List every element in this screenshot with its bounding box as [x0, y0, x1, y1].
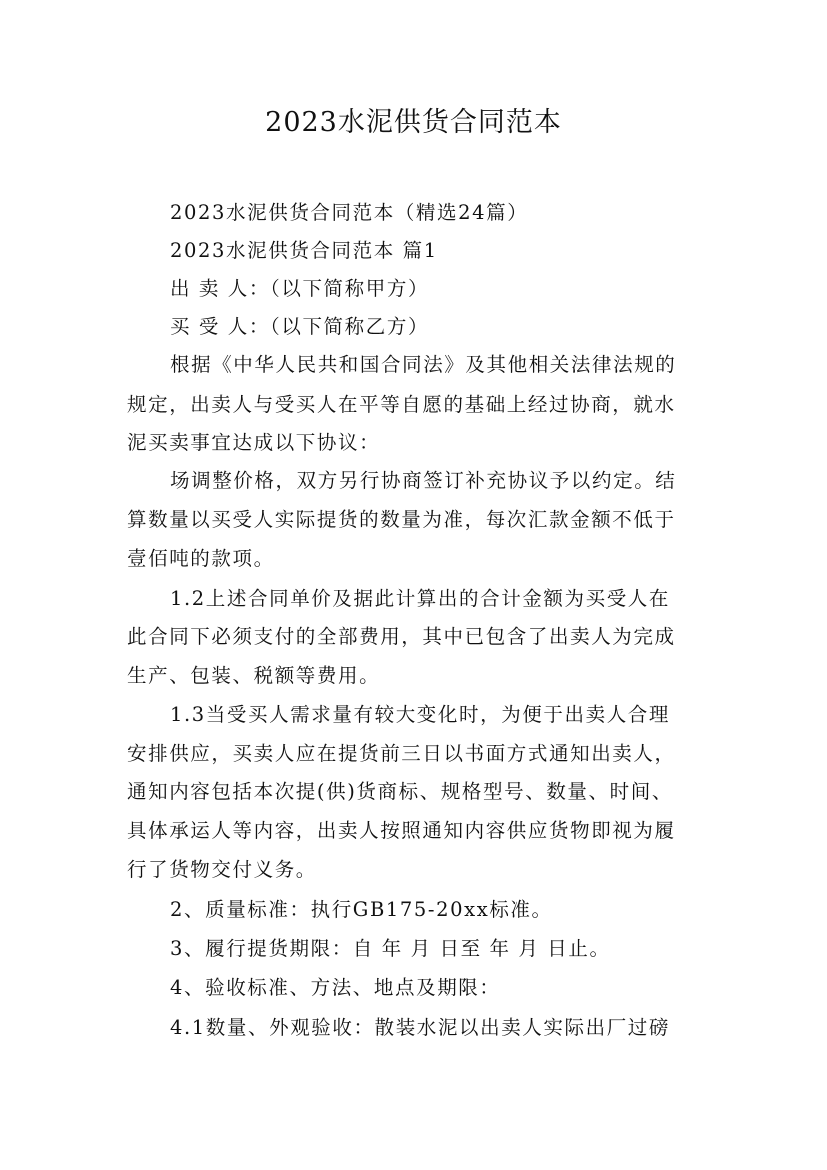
paragraph-line-seller: 出 卖 人：（以下简称甲方） — [170, 277, 430, 300]
paragraph-line: 壹佰吨的款项。 — [127, 547, 275, 570]
paragraph-line-collection-title: 2023水泥供货合同范本（精选24篇） — [170, 201, 529, 224]
paragraph-line: 具体承运人等内容，出卖人按照通知内容供应货物即视为履 — [127, 819, 676, 842]
paragraph-line: 场调整价格，双方另行协商签订补充协议予以约定。结 — [170, 469, 677, 492]
paragraph-line-quality-standard: 2、质量标准：执行GB175-20xx标准。 — [170, 898, 553, 921]
paragraph-line: 生产、包装、税额等费用。 — [127, 664, 381, 687]
paragraph-line-section-heading: 2023水泥供货合同范本 篇1 — [170, 239, 438, 262]
paragraph-line-buyer: 买 受 人：（以下简称乙方） — [170, 315, 430, 338]
paragraph-line: 行了货物交付义务。 — [127, 858, 317, 881]
paragraph-line-delivery-period: 3、履行提货期限：自 年 月 日至 年 月 日止。 — [170, 937, 611, 960]
paragraph-line: 此合同下必须支付的全部费用，其中已包含了出卖人为完成 — [127, 625, 676, 648]
document-title: 2023水泥供货合同范本 — [265, 107, 562, 138]
paragraph-line: 1.3当受买人需求量有较大变化时，为便于出卖人合理 — [170, 703, 671, 726]
paragraph-line: 根据《中华人民共和国合同法》及其他相关法律法规的 — [170, 353, 677, 376]
paragraph-line: 1.2上述合同单价及据此计算出的合计金额为买受人在 — [170, 587, 671, 610]
paragraph-line: 泥买卖事宜达成以下协议： — [127, 431, 381, 454]
paragraph-line-quantity-check: 4.1数量、外观验收：散装水泥以出卖人实际出厂过磅 — [170, 1016, 671, 1039]
paragraph-line-acceptance-standard: 4、验收标准、方法、地点及期限： — [170, 976, 501, 999]
paragraph-line: 算数量以买受人实际提货的数量为准，每次汇款金额不低于 — [127, 508, 676, 531]
paragraph-line: 通知内容包括本次提(供)货商标、规格型号、数量、时间、 — [127, 780, 673, 803]
paragraph-line: 安排供应，买卖人应在提货前三日以书面方式通知出卖人， — [127, 742, 676, 765]
paragraph-line: 规定，出卖人与受买人在平等自愿的基础上经过协商，就水 — [127, 393, 676, 416]
